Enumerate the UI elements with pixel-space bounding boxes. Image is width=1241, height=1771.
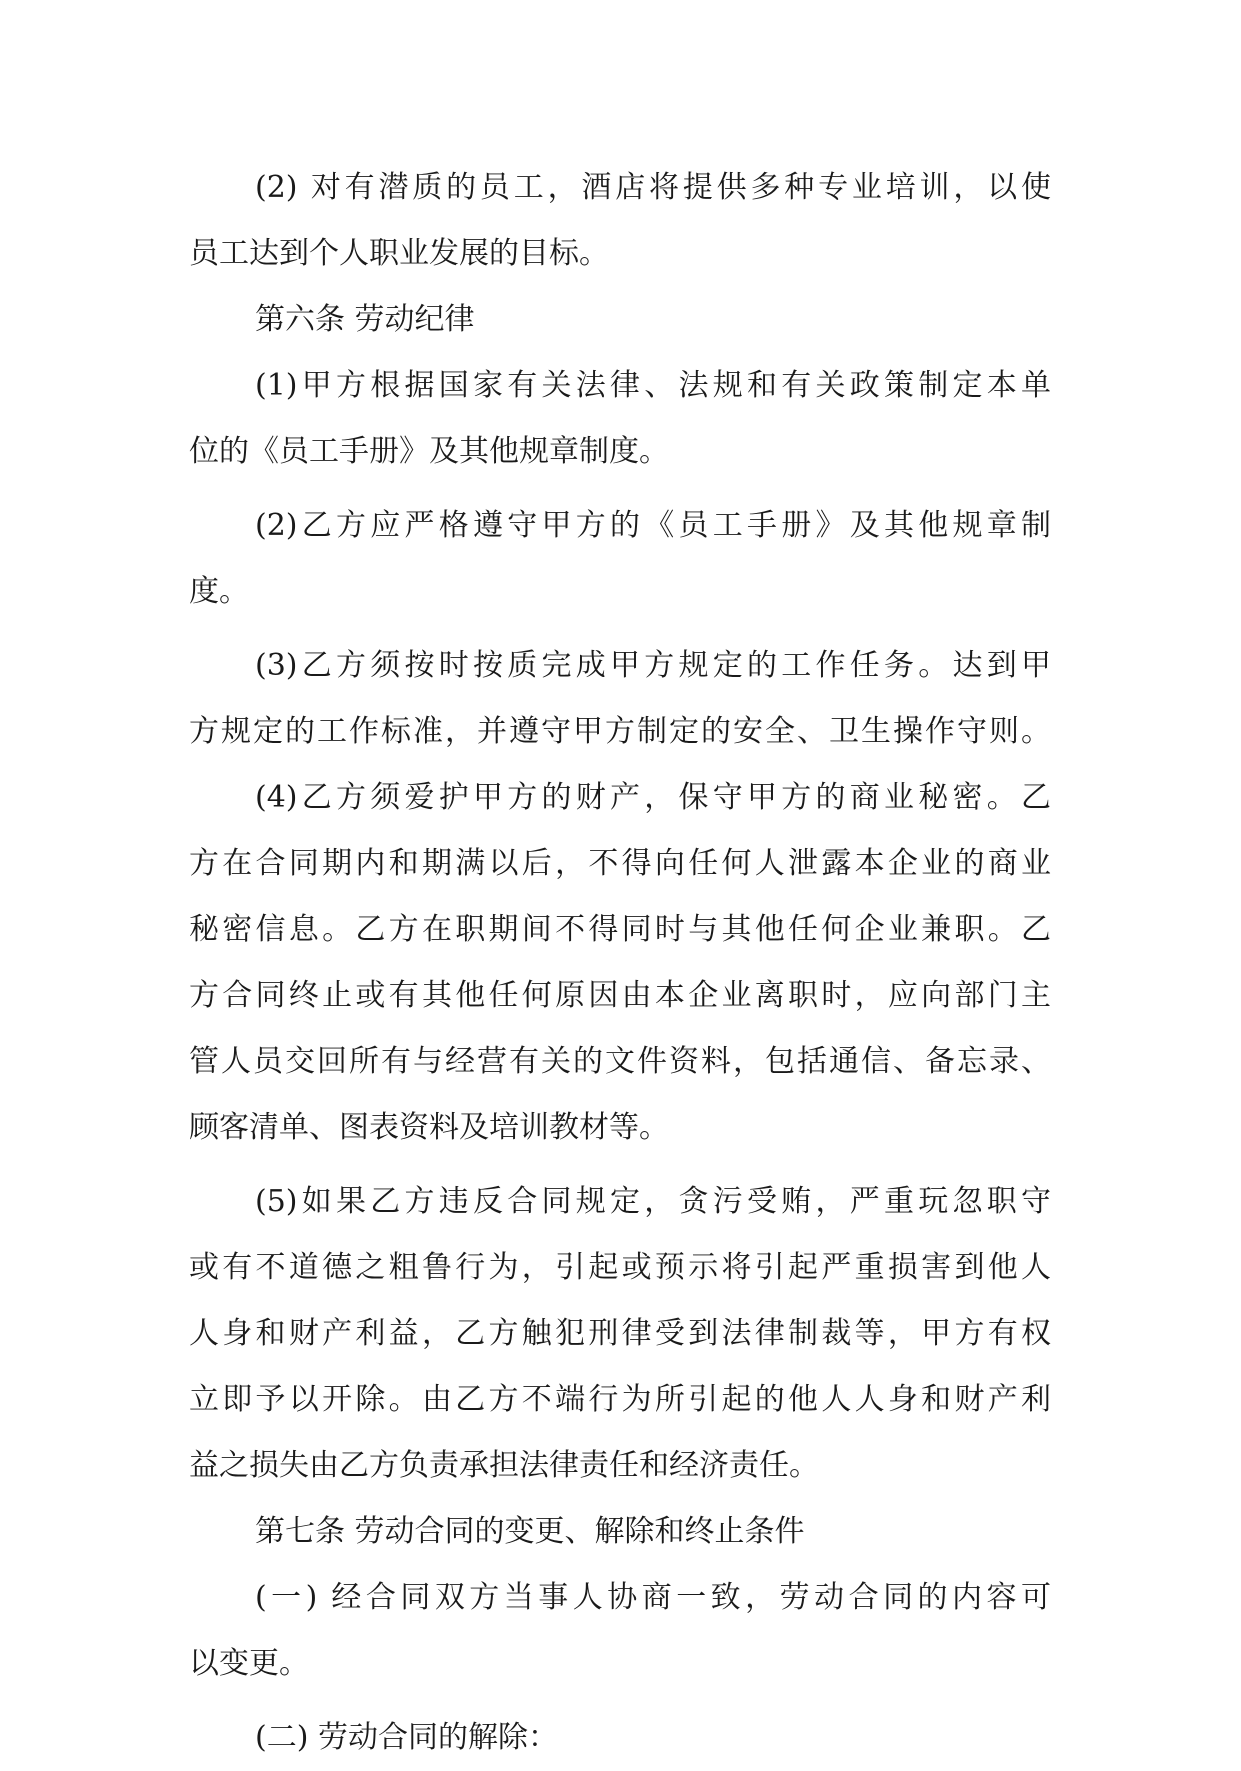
text-line: (一) 经合同双方当事人协商一致，劳动合同的内容可 — [255, 1580, 1051, 1615]
text-line: 方合同终止或有其他任何原因由本企业离职时，应向部门主 — [189, 978, 1051, 1013]
text-line: 方在合同期内和期满以后，不得向任何人泄露本企业的商业 — [189, 846, 1051, 881]
text-line: 人身和财产利益，乙方触犯刑律受到法律制裁等，甲方有权 — [189, 1316, 1051, 1351]
text-line: 顾客清单、图表资料及培训教材等。 — [189, 1110, 669, 1145]
text-line: 益之损失由乙方负责承担法律责任和经济责任。 — [189, 1448, 819, 1483]
text-line: (1)甲方根据国家有关法律、法规和有关政策制定本单 — [255, 368, 1051, 403]
text-line: (2)乙方应严格遵守甲方的《员工手册》及其他规章制 — [255, 508, 1051, 543]
text-line: 度。 — [189, 574, 249, 609]
text-line: 以变更。 — [189, 1646, 309, 1681]
text-line: 员工达到个人职业发展的目标。 — [189, 236, 609, 271]
text-line: 管人员交回所有与经营有关的文件资料，包括通信、备忘录、 — [189, 1044, 1051, 1079]
section-heading: 第六条 劳动纪律 — [255, 302, 475, 337]
text-line: 方规定的工作标准，并遵守甲方制定的安全、卫生操作守则。 — [189, 714, 1051, 749]
section-heading: 第七条 劳动合同的变更、解除和终止条件 — [255, 1514, 805, 1549]
text-line: (二) 劳动合同的解除： — [255, 1720, 558, 1755]
text-line: (5)如果乙方违反合同规定，贪污受贿，严重玩忽职守 — [255, 1184, 1051, 1219]
document-body — [189, 155, 1051, 1771]
text-line: 立即予以开除。由乙方不端行为所引起的他人人身和财产利 — [189, 1382, 1051, 1417]
text-line: 位的《员工手册》及其他规章制度。 — [189, 434, 669, 469]
text-line: 秘密信息。乙方在职期间不得同时与其他任何企业兼职。乙 — [189, 912, 1051, 947]
text-line: (4)乙方须爱护甲方的财产，保守甲方的商业秘密。乙 — [255, 780, 1051, 815]
text-line: (2) 对有潜质的员工，酒店将提供多种专业培训，以使 — [255, 170, 1051, 205]
text-line: (3)乙方须按时按质完成甲方规定的工作任务。达到甲 — [255, 648, 1051, 683]
text-line: 或有不道德之粗鲁行为，引起或预示将引起严重损害到他人 — [189, 1250, 1051, 1285]
